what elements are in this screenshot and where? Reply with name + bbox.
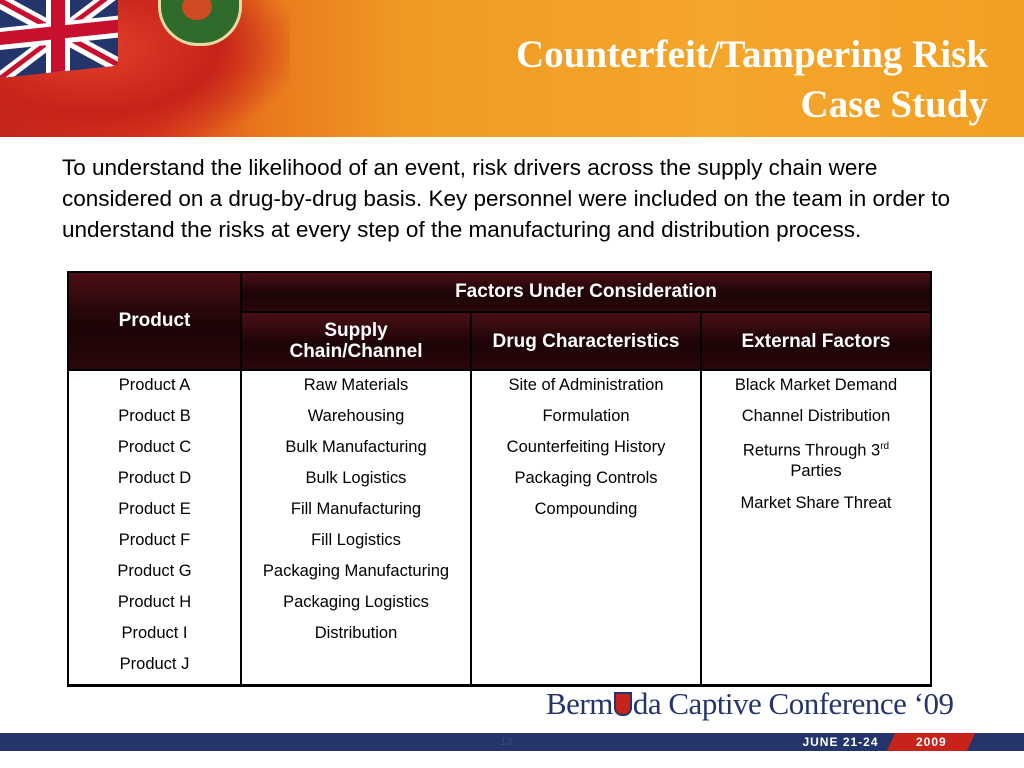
conference-year: 2009 bbox=[915, 735, 947, 749]
supply-chain-item: Warehousing bbox=[307, 407, 405, 425]
product-column bbox=[68, 370, 241, 686]
conference-date-badge bbox=[783, 733, 1013, 751]
external-factor-prefix: Returns Through 3 bbox=[742, 441, 881, 460]
logo-text-part-1: Berm bbox=[546, 686, 613, 721]
product-item: Product H bbox=[117, 593, 192, 611]
drug-characteristics-header: Drug Characteristics bbox=[471, 312, 701, 370]
drug-characteristic-item: Formulation bbox=[542, 407, 630, 425]
supply-chain-item: Fill Manufacturing bbox=[290, 500, 422, 518]
factors-group-header: Factors Under Consideration bbox=[241, 272, 931, 312]
supply-chain-item: Fill Logistics bbox=[311, 531, 401, 549]
conference-logo bbox=[546, 686, 954, 722]
supply-chain-item: Bulk Manufacturing bbox=[285, 438, 427, 456]
logo-text-part-2: da Captive Conference ‘09 bbox=[632, 686, 954, 721]
product-item: Product A bbox=[118, 376, 191, 394]
supply-chain-item: Packaging Manufacturing bbox=[262, 562, 450, 580]
product-item: Product B bbox=[118, 407, 191, 425]
product-item: Product J bbox=[119, 655, 190, 673]
external-factors-column bbox=[701, 370, 931, 686]
external-factor-item: Black Market Demand bbox=[734, 376, 898, 394]
slide-title bbox=[516, 30, 988, 130]
drug-characteristic-item: Counterfeiting History bbox=[506, 438, 666, 456]
product-column-header: Product bbox=[68, 272, 241, 370]
supply-chain-item: Packaging Logistics bbox=[283, 593, 429, 611]
header-banner bbox=[0, 0, 1024, 137]
external-factor-item bbox=[702, 437, 930, 481]
supply-chain-item: Distribution bbox=[314, 624, 398, 642]
conference-dates: JUNE 21-24 bbox=[783, 733, 898, 751]
title-line-2: Case Study bbox=[800, 83, 988, 126]
union-jack-icon bbox=[0, 0, 118, 78]
slide-number: 13 bbox=[500, 736, 513, 748]
external-factor-superscript: rd bbox=[880, 441, 890, 452]
drug-characteristic-item: Compounding bbox=[534, 500, 638, 518]
external-factor-item: Channel Distribution bbox=[741, 407, 891, 425]
external-factor-item: Market Share Threat bbox=[740, 493, 892, 512]
supply-chain-header bbox=[241, 312, 471, 370]
product-item: Product D bbox=[117, 469, 192, 487]
product-item: Product I bbox=[121, 624, 188, 642]
supply-header-line-1: Supply bbox=[324, 320, 388, 341]
supply-chain-item: Raw Materials bbox=[303, 376, 409, 394]
product-item: Product E bbox=[118, 500, 191, 518]
supply-chain-item: Bulk Logistics bbox=[305, 469, 407, 487]
title-line-1: Counterfeit/Tampering Risk bbox=[516, 33, 988, 76]
bermuda-shield-icon bbox=[614, 692, 632, 716]
drug-characteristics-column bbox=[471, 370, 701, 686]
factors-table bbox=[67, 271, 932, 687]
product-item: Product F bbox=[118, 531, 191, 549]
external-factor-suffix: Parties bbox=[790, 461, 842, 480]
conference-year-badge bbox=[887, 733, 975, 751]
supply-chain-column bbox=[241, 370, 471, 686]
product-item: Product C bbox=[117, 438, 192, 456]
product-item: Product G bbox=[117, 562, 192, 580]
drug-characteristic-item: Site of Administration bbox=[508, 376, 664, 394]
intro-paragraph: To understand the likelihood of an event, risk drivers across the supply chain were considered on a drug-by-drug basis. Key personnel were included on the team in order to understand the risks at every step of the manufacturing and distribution process. bbox=[62, 155, 951, 242]
external-factors-header: External Factors bbox=[701, 312, 931, 370]
supply-header-line-2: Chain/Channel bbox=[289, 341, 423, 362]
drug-characteristic-item: Packaging Controls bbox=[514, 469, 658, 487]
